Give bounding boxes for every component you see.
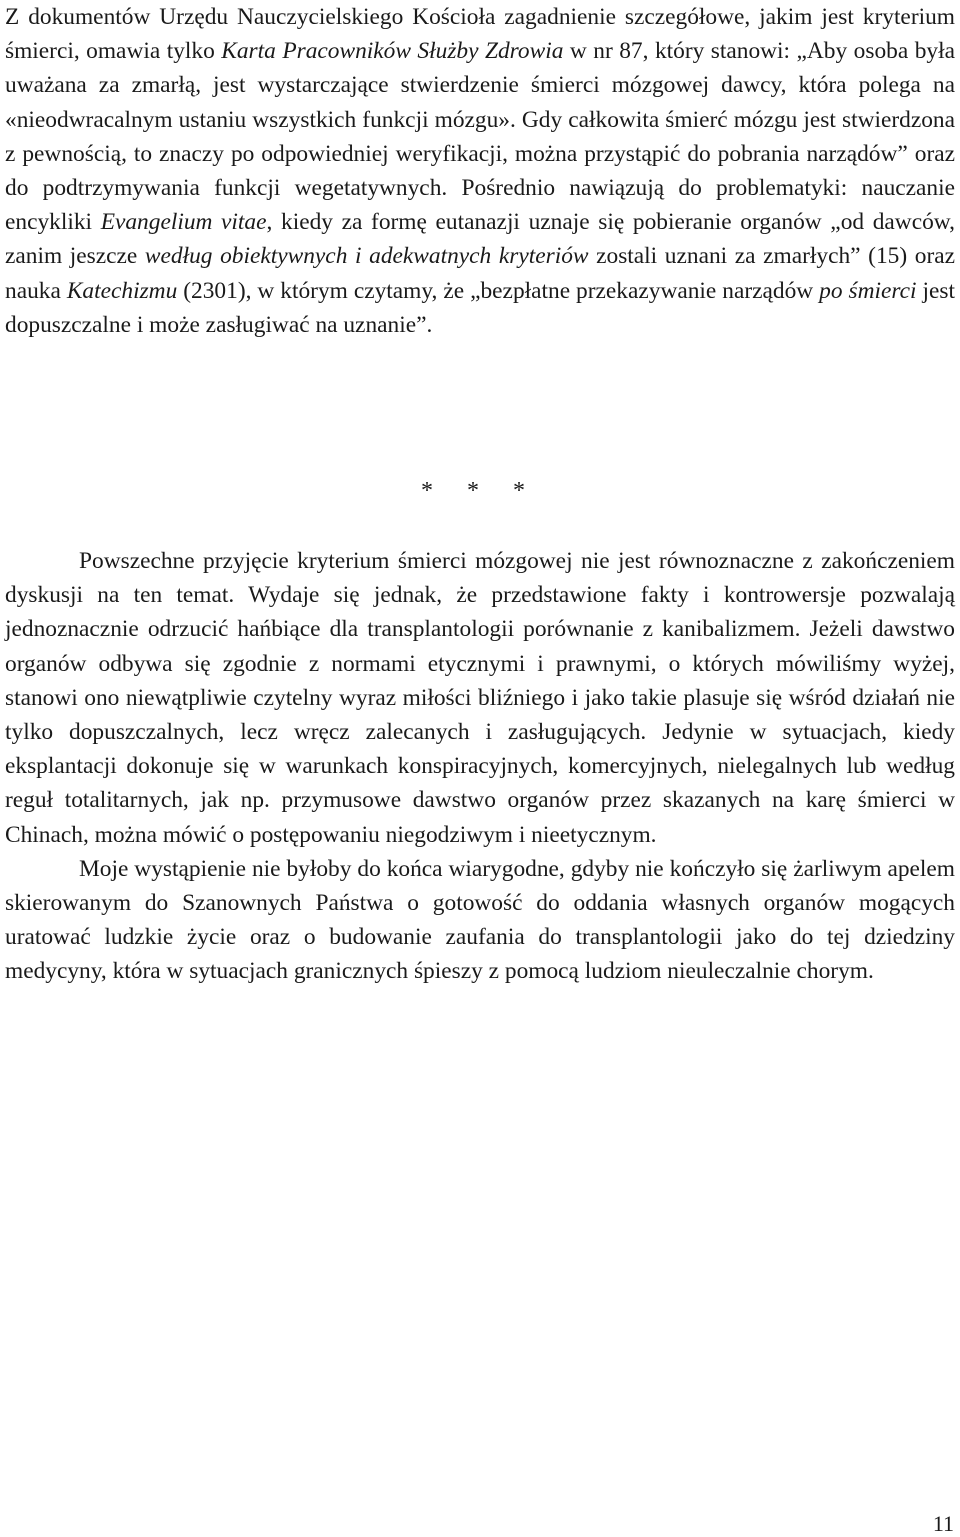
italic-phrase-after-death: po śmierci	[819, 277, 917, 304]
italic-title-karta: Karta Pracowników Służby Zdrowia	[221, 38, 564, 65]
text-run: , kiedy za formę eutanazji uznaje się pobieranie organów „od dawców, zanim jeszcze	[5, 209, 955, 270]
paragraph-conclusion: Powszechne przyjęcie kryterium śmierci mózgowej nie jest równoznaczne z zakończeniem dyskusji na ten temat. Wydaje się jednak, że przedstawione fakty i kontrowersje pozwalają jednoznacznie odrzucić hańbiące dla transplantologii porównanie z kanibalizmem. Jeżeli dawstwo organów odbywa się zgodnie z normami etycznymi i prawnymi, o których mówiliśmy wyżej, stanowi ono niewątpliwie czytelny wyraz miłości bliźniego i jako takie plasuje się wśród działań nie tylko dopuszczalnych, lecz wręcz zalecanych i zasługujących. Jedynie w sytuacjach, kiedy eksplantacji dokonuje się w warunkach konspiracyjnych, komercyjnych, nielegalnych lub według reguł totalitarnych, jak np. przymusowe dawstwo organów przez skazanych na karę śmierci w Chinach, można mówić o postępowaniu niegodziwym i nieetycznym.	[5, 548, 955, 848]
italic-title-evangelium: Evangelium vitae	[100, 209, 267, 236]
italic-phrase-criteria: według obiektywnych i adekwatnych kryteriów	[144, 243, 589, 270]
page-number: 11	[932, 1511, 954, 1536]
text-run: (2301), w którym czytamy, że „bezpłatne przekazywanie narządów	[177, 277, 820, 304]
document-page	[5, 0, 956, 985]
paragraph-church-documents	[5, 0, 955, 342]
text-run: jest dopuszczalne i może zasługiwać na uznanie”.	[5, 277, 955, 338]
closing-section	[5, 544, 955, 989]
paragraph-appeal: Moje wystąpienie nie byłoby do końca wiarygodne, gdyby nie kończyło się żarliwym apelem skierowanym do Szanownych Państwa o gotowość do oddania własnych organów mogących uratować ludzkie życie oraz o budowanie zaufania do transplantologii jako do tej dziedziny medycyny, która w sytuacjach granicznych śpieszy z pomocą ludziom nieuleczalnie chorym.	[5, 855, 955, 985]
text-run: zostali uznani za zmarłych” (15) oraz nauka	[5, 243, 956, 304]
section-separator: * * *	[421, 478, 539, 504]
italic-title-katechizm: Katechizmu	[66, 277, 178, 304]
text-run: Z dokumentów Urzędu Nauczycielskiego Kościoła zagadnienie szczegółowe, jakim jest kryterium śmierci, omawia tylko	[5, 4, 955, 65]
text-run: w nr 87, który stanowi: „Aby osoba była uważana za zmarłą, jest wystarczające stwierdzenie śmierci mózgowej dawcy, która polega na «nieodwracalnym ustaniu wszystkich funkcji mózgu». Gdy całkowita śmierć mózgu jest stwierdzona z pewnością, to znaczy po odpowiedniej weryfikacji, można przystąpić do pobrania narządów” oraz do podtrzymywania funkcji wegetatywnych. Pośrednio nawiązują do problematyki: nauczanie encykliki	[5, 38, 955, 236]
